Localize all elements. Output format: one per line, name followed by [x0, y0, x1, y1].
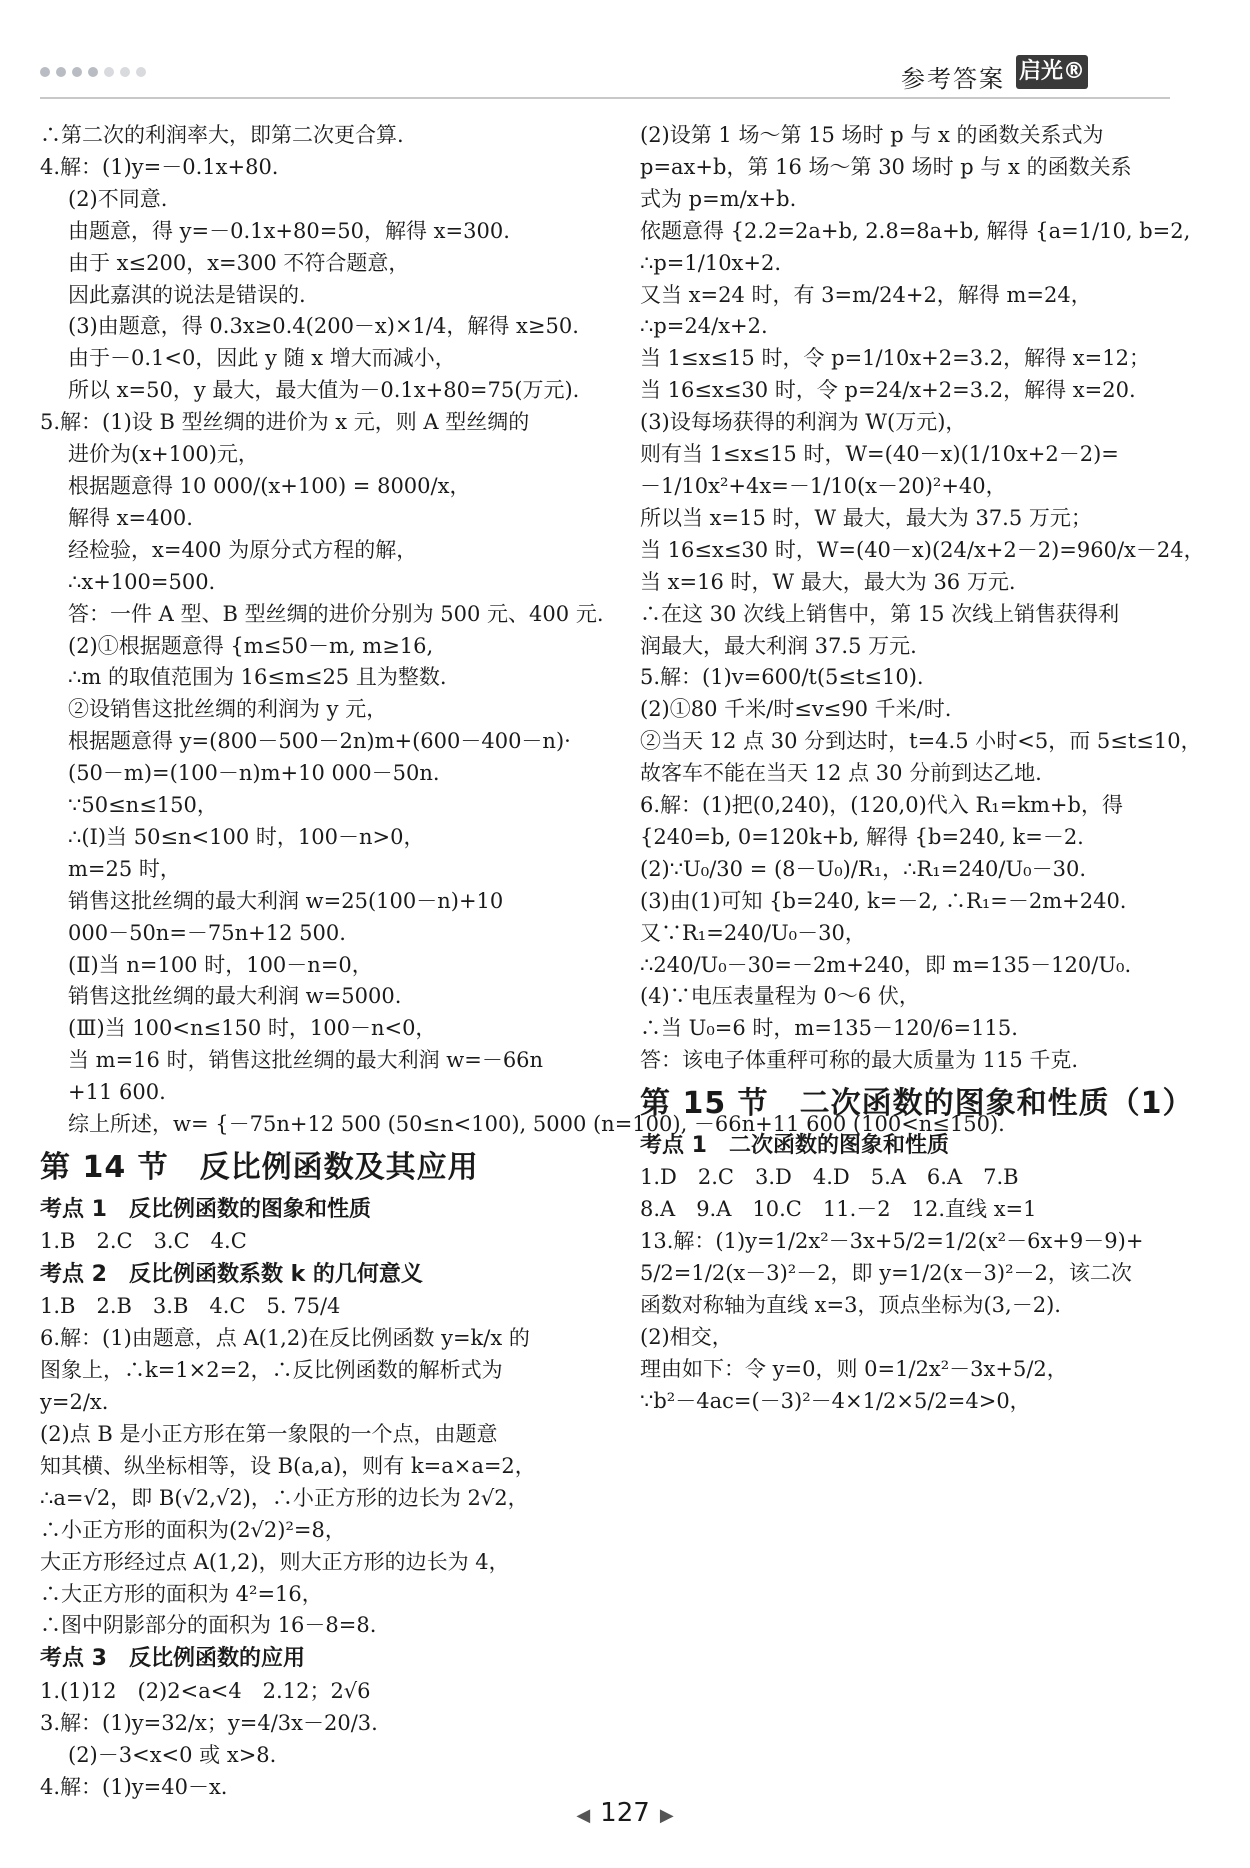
answer-line: 图象上，∴k=1×2=2，∴反比例函数的解析式为	[40, 1358, 503, 1383]
answer-line: 大正方形经过点 A(1,2)，则大正方形的边长为 4，	[40, 1549, 510, 1574]
answer-line: 根据题意得 y=(800－500－2n)m+(600－400－n)·	[68, 729, 571, 754]
brand-logo: 启光®	[1016, 55, 1088, 89]
answer-line: 故客车不能在当天 12 点 30 分前到达乙地.	[640, 761, 1042, 786]
answer-line: 根据题意得 10 000/(x+100) = 8000/x，	[68, 473, 471, 498]
answer-line: 4.解：(1)y=40－x.	[40, 1774, 228, 1799]
answer-line: 润最大，最大利润 37.5 万元.	[640, 633, 917, 658]
answer-line: 1.B 2.C 3.C 4.C	[40, 1229, 247, 1254]
answer-line: 式为 p=m/x+b.	[640, 186, 797, 211]
answer-line: 当 m=16 时，销售这批丝绸的最大利润 w=－66n	[68, 1048, 544, 1073]
answer-line: 又当 x=24 时，有 3=m/24+2，解得 m=24，	[640, 282, 1092, 307]
answer-line: 则有当 1≤x≤15 时，W=(40－x)(1/10x+2－2)=	[640, 442, 1119, 467]
topic-heading: 考点 1 二次函数的图象和性质	[640, 1132, 949, 1158]
answer-line: 1.B 2.B 3.B 4.C 5. 75/4	[40, 1294, 341, 1319]
answer-line: 经检验，x=400 为原分式方程的解，	[68, 537, 418, 562]
section-title: 第 15 节 二次函数的图象和性质（1）	[640, 1086, 1194, 1122]
answer-line: ②当天 12 点 30 分到达时，t=4.5 小时<5，而 5≤t≤10，	[640, 729, 1202, 754]
header-divider	[40, 97, 1170, 99]
answer-line: 当 x=16 时，W 最大，最大为 36 万元.	[640, 569, 1016, 594]
answer-line: ∴图中阴影部分的面积为 16－8=8.	[40, 1613, 377, 1638]
answer-line: p=ax+b，第 16 场～第 30 场时 p 与 x 的函数关系	[640, 154, 1132, 179]
answer-line: 因此嘉淇的说法是错误的.	[68, 282, 306, 307]
answer-line: 知其横、纵坐标相等，设 B(a,a)，则有 k=a×a=2，	[40, 1453, 536, 1478]
answer-line: (2)设第 1 场～第 15 场时 p 与 x 的函数关系式为	[640, 123, 1104, 147]
answer-line: (3)由题意，得 0.3x≥0.4(200－x)×1/4，解得 x≥50.	[68, 314, 579, 339]
answer-line: (2)点 B 是小正方形在第一象限的一个点，由题意	[40, 1422, 498, 1446]
answer-line: 000－50n=－75n+12 500.	[68, 920, 346, 945]
answer-line: 由题意，得 y=－0.1x+80=50，解得 x=300.	[68, 218, 510, 243]
answer-line: 又∵R₁=240/U₀－30，	[640, 920, 866, 945]
decorative-dots	[40, 67, 146, 77]
answer-line: ∴大正方形的面积为 4²=16，	[40, 1581, 323, 1606]
page-number: 127	[600, 1798, 650, 1828]
prev-page-icon: ◀	[576, 1805, 591, 1826]
answer-line: 1.D 2.C 3.D 4.D 5.A 6.A 7.B	[640, 1165, 1019, 1190]
answer-line: ∴x+100=500.	[68, 569, 216, 594]
answer-line: (4)∵电压表量程为 0～6 伏，	[640, 984, 920, 1009]
answer-line: 依题意得 {2.2=2a+b, 2.8=8a+b, 解得 {a=1/10, b=2,	[640, 218, 1191, 243]
answer-line: 所以当 x=15 时，W 最大，最大为 37.5 万元；	[640, 505, 1092, 530]
answer-line: (2)－3<x<0 或 x>8.	[68, 1742, 277, 1767]
answer-line: 当 16≤x≤30 时，W=(40－x)(24/x+2－2)=960/x－24，	[640, 537, 1205, 562]
answer-line: 答：该电子体重秤可称的最大质量为 115 千克.	[640, 1048, 1079, 1073]
answer-line: 销售这批丝绸的最大利润 w=5000.	[68, 984, 402, 1009]
header-title: 参考答案	[901, 65, 1005, 93]
answer-line: 8.A 9.A 10.C 11.－2 12.直线 x=1	[640, 1197, 1037, 1222]
answer-line: (Ⅲ)当 100<n≤150 时，100－n<0，	[68, 1016, 437, 1041]
answer-line: ∴在这 30 次线上销售中，第 15 次线上销售获得利	[640, 601, 1120, 626]
topic-heading: 考点 2 反比例函数系数 k 的几何意义	[40, 1261, 423, 1287]
answer-line: 当 1≤x≤15 时，令 p=1/10x+2=3.2，解得 x=12；	[640, 346, 1150, 371]
answer-line: 进价为(x+100)元，	[68, 442, 259, 467]
answer-line: (50－m)=(100－n)m+10 000－50n.	[68, 761, 440, 786]
answer-line: (2)①80 千米/时≤v≤90 千米/时.	[640, 697, 952, 722]
answer-line: ∵b²－4ac=(－3)²－4×1/2×5/2=4>0，	[640, 1388, 1031, 1413]
answer-line: －1/10x²+4x=－1/10(x－20)²+40，	[640, 473, 1007, 498]
answer-line: 综上所述，w= {－75n+12 500 (50≤n<100), 5000 (n=100), －66n+11 600 (100<n≤150).	[68, 1112, 1005, 1137]
answer-line: 1.(1)12 (2)2<a<4 2.12；2√6	[40, 1678, 371, 1703]
answer-line: 当 16≤x≤30 时，令 p=24/x+2=3.2，解得 x=20.	[640, 378, 1136, 403]
answer-line: 函数对称轴为直线 x=3，顶点坐标为(3,－2).	[640, 1292, 1061, 1317]
answer-line: 3.解：(1)y=32/x；y=4/3x－20/3.	[40, 1710, 378, 1735]
answer-line: m=25 时，	[68, 856, 181, 881]
answer-line: ∴p=1/10x+2.	[640, 250, 782, 275]
answer-line: ∴小正方形的面积为(2√2)²=8，	[40, 1517, 346, 1542]
answer-line: (2)①根据题意得 {m≤50－m, m≥16,	[68, 633, 434, 658]
answer-line: ∵50≤n≤150，	[68, 793, 218, 818]
section-title: 第 14 节 反比例函数及其应用	[40, 1150, 479, 1185]
answer-line: y=2/x.	[40, 1390, 109, 1415]
answer-line: {240=b, 0=120k+b, 解得 {b=240, k=－2.	[640, 824, 1084, 849]
answer-line: 销售这批丝绸的最大利润 w=25(100－n)+10	[68, 888, 504, 913]
answer-line: +11 600.	[68, 1080, 166, 1105]
answer-line: 13.解：(1)y=1/2x²－3x+5/2=1/2(x²－6x+9－9)+	[640, 1229, 1144, 1254]
answer-line: ∴m 的取值范围为 16≤m≤25 且为整数.	[68, 665, 447, 690]
answer-line: 5/2=1/2(x－3)²－2，即 y=1/2(x－3)²－2，该二次	[640, 1260, 1132, 1285]
answer-line: (Ⅱ)当 n=100 时，100－n=0，	[68, 952, 373, 977]
answer-line: 6.解：(1)由题意，点 A(1,2)在反比例函数 y=k/x 的	[40, 1326, 530, 1351]
answer-line: ∴当 U₀=6 时，m=135－120/6=115.	[640, 1016, 1018, 1041]
answer-line: 5.解：(1)v=600/t(5≤t≤10).	[640, 665, 924, 690]
answer-line: 所以 x=50，y 最大，最大值为－0.1x+80=75(万元).	[68, 378, 580, 403]
answer-line: (3)设每场获得的利润为 W(万元)，	[640, 410, 967, 435]
answer-line: 6.解：(1)把(0,240)，(120,0)代入 R₁=km+b，得	[640, 793, 1123, 818]
answer-line: 由于 x≤200，x=300 不符合题意，	[68, 250, 410, 275]
answer-line: (2)不同意.	[68, 186, 168, 211]
answer-line: 由于－0.1<0，因此 y 随 x 增大而减小，	[68, 346, 456, 371]
answer-line: (2)∵U₀/30 = (8－U₀)/R₁，∴R₁=240/U₀－30.	[640, 856, 1086, 881]
answer-line: ∴(Ⅰ)当 50≤n<100 时，100－n>0，	[68, 824, 425, 849]
topic-heading: 考点 3 反比例函数的应用	[40, 1646, 305, 1672]
answer-line: ∴a=√2，即 B(√2,√2)，∴小正方形的边长为 2√2，	[40, 1485, 529, 1510]
answer-line: 4.解：(1)y=－0.1x+80.	[40, 154, 279, 179]
answer-line: ∴p=24/x+2.	[640, 314, 768, 339]
answer-line: ∴第二次的利润率大，即第二次更合算.	[40, 123, 404, 147]
right-column	[640, 120, 1205, 1417]
answer-line: 答：一件 A 型、B 型丝绸的进价分别为 500 元、400 元.	[68, 601, 604, 626]
answer-line: ∴240/U₀－30=－2m+240，即 m=135－120/U₀.	[640, 952, 1132, 977]
page-footer	[0, 1798, 1250, 1828]
page-header	[40, 55, 1170, 105]
answer-line: 5.解：(1)设 B 型丝绸的进价为 x 元，则 A 型丝绸的	[40, 410, 530, 435]
answer-line: ②设销售这批丝绸的利润为 y 元，	[68, 697, 388, 722]
answer-line: (2)相交，	[640, 1324, 733, 1349]
topic-heading: 考点 1 反比例函数的图象和性质	[40, 1196, 371, 1222]
answer-line: (3)由(1)可知 {b=240, k=－2, ∴R₁=－2m+240.	[640, 888, 1127, 913]
next-page-icon: ▶	[659, 1805, 674, 1826]
answer-line: 理由如下：令 y=0，则 0=1/2x²－3x+5/2，	[640, 1356, 1068, 1381]
answer-line: 解得 x=400.	[68, 505, 193, 530]
